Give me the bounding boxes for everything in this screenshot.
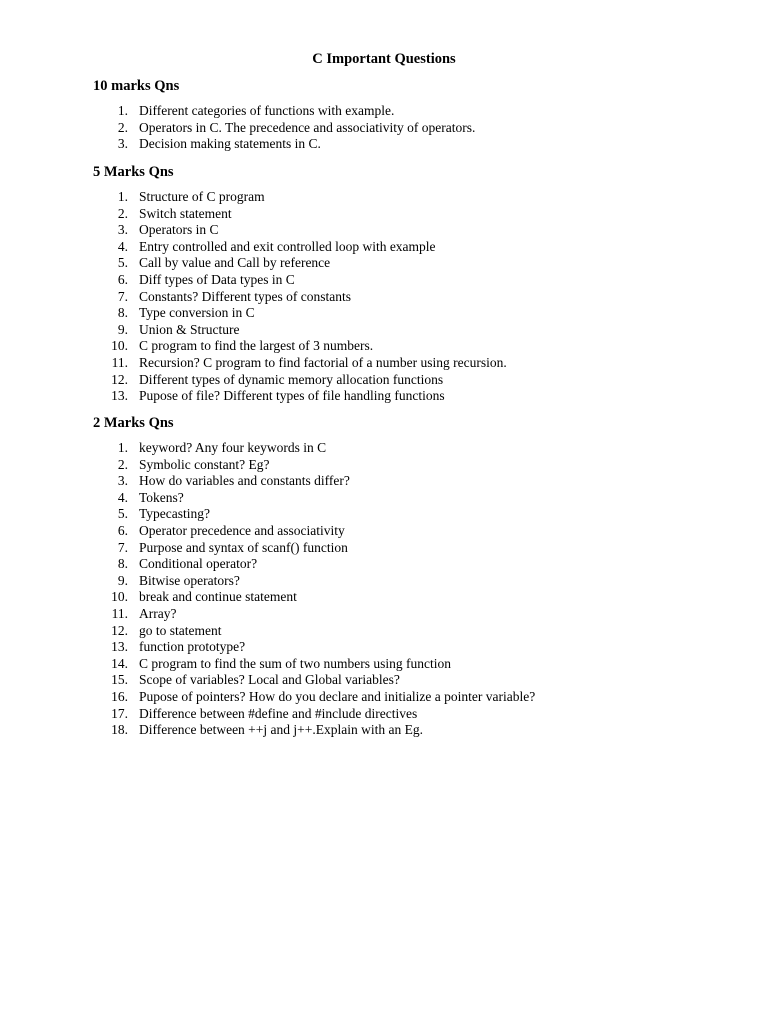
question-text: Tokens? bbox=[139, 489, 184, 505]
question-text: Entry controlled and exit controlled loop with example bbox=[139, 238, 436, 254]
question-text: How do variables and constants differ? bbox=[139, 473, 350, 489]
question-number: 16. bbox=[111, 688, 128, 704]
question-text: Pupose of pointers? How do you declare and initialize a pointer variable? bbox=[139, 688, 536, 704]
question-number: 5. bbox=[117, 506, 128, 522]
question-text: function prototype? bbox=[139, 639, 246, 655]
question-number: 4. bbox=[117, 489, 128, 505]
question-text: Typecasting? bbox=[139, 506, 211, 522]
question-text: Call by value and Call by reference bbox=[139, 255, 331, 271]
question-number: 6. bbox=[117, 271, 128, 287]
question-number: 2. bbox=[117, 119, 128, 135]
question-number: 5. bbox=[117, 255, 128, 271]
question-number: 17. bbox=[111, 705, 128, 721]
question-number: 8. bbox=[117, 556, 128, 572]
question-number: 3. bbox=[117, 473, 128, 489]
question-number: 1. bbox=[117, 440, 128, 455]
question-text: Symbolic constant? Eg? bbox=[139, 456, 270, 472]
question-text: Different categories of functions with example. bbox=[139, 103, 395, 118]
question-text: Operator precedence and associativity bbox=[139, 522, 345, 538]
question-text: Structure of C program bbox=[139, 189, 265, 204]
question-text: Conditional operator? bbox=[139, 556, 258, 572]
question-text: Type conversion in C bbox=[139, 305, 255, 321]
question-number: 12. bbox=[111, 622, 128, 638]
document-title: C Important Questions bbox=[312, 51, 456, 67]
section-heading-5-marks: 5 Marks Qns bbox=[93, 164, 174, 180]
question-text: C program to find the sum of two numbers using function bbox=[139, 655, 451, 671]
question-number: 13. bbox=[111, 388, 128, 404]
question-text: Scope of variables? Local and Global variables? bbox=[139, 672, 400, 688]
question-text: keyword? Any four keywords in C bbox=[139, 440, 327, 455]
question-number: 9. bbox=[117, 321, 128, 337]
question-text: Different types of dynamic memory allocation functions bbox=[139, 371, 444, 387]
question-text: go to statement bbox=[139, 622, 222, 638]
question-number: 11. bbox=[111, 605, 128, 621]
question-number: 4. bbox=[117, 238, 128, 254]
question-text: Diff types of Data types in C bbox=[139, 271, 295, 287]
section-heading-2-marks: 2 Marks Qns bbox=[93, 415, 174, 431]
question-number: 12. bbox=[111, 371, 128, 387]
question-text: C program to find the largest of 3 numbers. bbox=[139, 338, 374, 354]
question-text: Switch statement bbox=[139, 205, 232, 221]
question-number: 18. bbox=[111, 722, 128, 738]
question-number: 7. bbox=[117, 539, 128, 555]
question-text: Constants? Different types of constants bbox=[139, 288, 351, 304]
question-text: Operators in C. The precedence and associativity of operators. bbox=[139, 119, 476, 135]
question-number: 10. bbox=[111, 589, 128, 605]
question-text: Union & Structure bbox=[139, 321, 240, 337]
question-text: Decision making statements in C. bbox=[139, 136, 321, 152]
question-number: 1. bbox=[117, 103, 128, 118]
question-text: Bitwise operators? bbox=[139, 572, 240, 588]
question-number: 9. bbox=[117, 572, 128, 588]
question-number: 2. bbox=[117, 205, 128, 221]
question-text: Array? bbox=[139, 605, 177, 621]
question-number: 15. bbox=[111, 672, 128, 688]
question-number: 11. bbox=[111, 354, 128, 370]
question-text: Difference between #define and #include directives bbox=[139, 705, 418, 721]
question-number: 2. bbox=[117, 456, 128, 472]
question-number: 1. bbox=[117, 189, 128, 204]
question-text: break and continue statement bbox=[139, 589, 297, 605]
question-number: 14. bbox=[111, 655, 128, 671]
question-text: Purpose and syntax of scanf() function bbox=[139, 539, 348, 555]
question-text: Difference between ++j and j++.Explain with an Eg. bbox=[139, 722, 423, 738]
question-text: Pupose of file? Different types of file handling functions bbox=[139, 388, 445, 404]
question-number: 3. bbox=[117, 222, 128, 238]
question-number: 7. bbox=[117, 288, 128, 304]
question-number: 10. bbox=[111, 338, 128, 354]
question-text: Recursion? C program to find factorial of a number using recursion. bbox=[139, 354, 507, 370]
section-heading-10-marks: 10 marks Qns bbox=[93, 78, 180, 94]
question-number: 13. bbox=[111, 639, 128, 655]
question-number: 3. bbox=[117, 136, 128, 152]
question-text: Operators in C bbox=[139, 222, 219, 238]
question-number: 6. bbox=[117, 522, 128, 538]
question-number: 8. bbox=[117, 305, 128, 321]
